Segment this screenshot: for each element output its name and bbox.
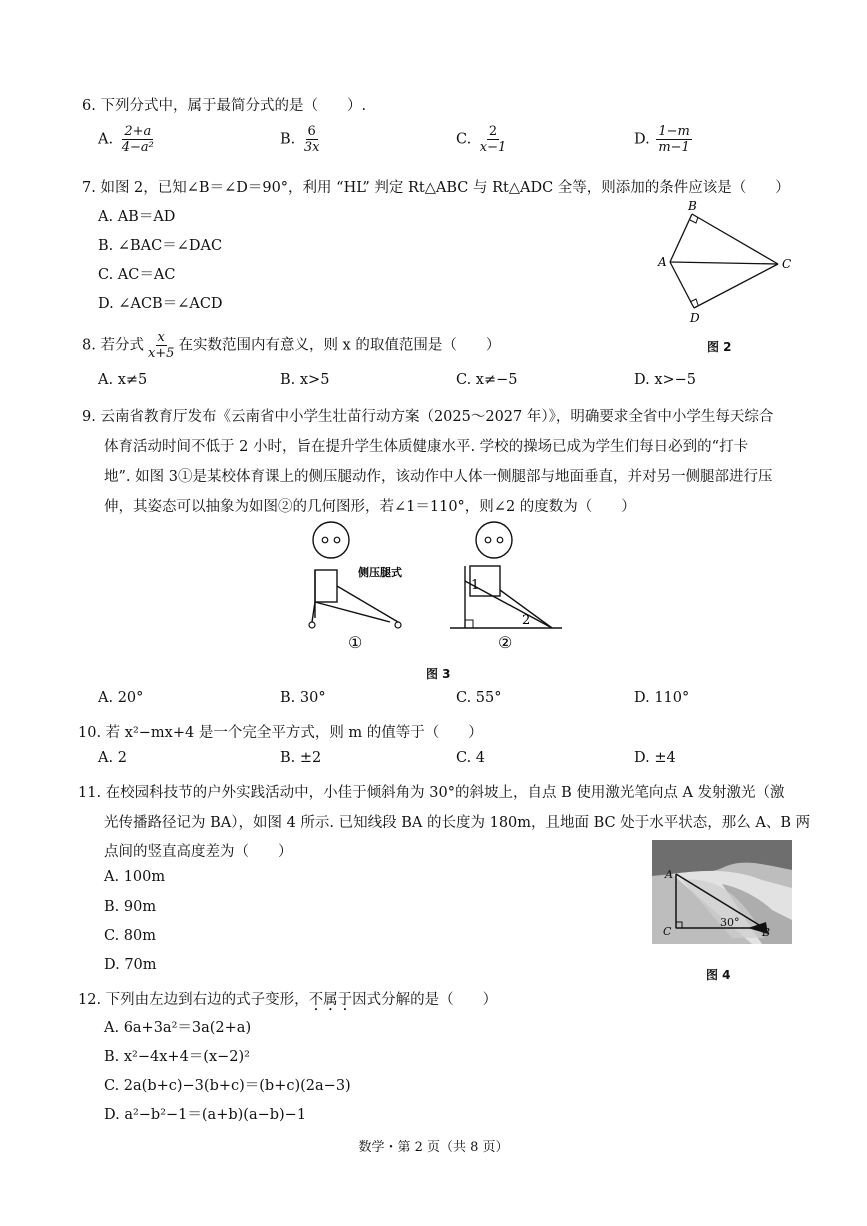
q12-emphasis: 不属于 [308, 992, 353, 1008]
q9-line-4: 伸，其姿态可以抽象为如图②的几何图形，若∠1＝110°，则∠2 的度数为（ ） [104, 499, 636, 515]
fig4-angle: 30° [720, 916, 740, 929]
q7-option-a: A. AB＝AD [98, 209, 176, 225]
q6-option-a: A. $\frac{2+a}{\text{4−a²}}$ [98, 124, 154, 155]
head-icon [313, 522, 349, 558]
page-footer: 数学・第 2 页（共 8 页） [358, 1140, 509, 1155]
q11-option-b: B. 90m [104, 899, 157, 915]
fig3-sub-2: ② [498, 633, 513, 652]
q8-option-c: C. x≠−5 [456, 372, 518, 388]
q9-option-d: D. 110° [634, 690, 690, 706]
q10-option-a: A. 2 [98, 750, 127, 766]
q9-option-a: A. 20° [98, 690, 144, 706]
q7-stem: 7. 如图 2，已知∠B＝∠D＝90°，利用 “HL” 判定 Rt△ABC 与 Rt△ADC 全等，则添加的条件应该是（ ） [82, 180, 790, 196]
fig2-label-c: C [782, 257, 792, 271]
figure-4-caption: 图 4 [706, 968, 731, 982]
q9-line-3: 地”. 如图 3①是某校体育课上的侧压腿动作，该动作中人体一侧腿部与地面垂直，并对另一侧腿部进行压 [104, 469, 773, 485]
q6-stem: 6. 下列分式中，属于最简分式的是（ ）. [82, 98, 367, 114]
q12-option-d: D. a²−b²−1＝(a+b)(a−b)−1 [104, 1107, 307, 1123]
q12-stem: 12. 下列由左边到右边的式子变形，不属于因式分解的是（ ） [78, 992, 498, 1008]
q11-line-1: 11. 在校园科技节的户外实践活动中，小佳于倾斜角为 30°的斜坡上，自点 B 使用激光笔向点 A 发射激光（激 [78, 785, 785, 801]
fig3-sub-1: ① [348, 633, 363, 652]
q8-option-a: A. x≠5 [98, 372, 148, 388]
fig3-label-pose: 侧压腿式 [358, 566, 402, 579]
q11-option-d: D. 70m [104, 957, 157, 973]
q8-stem: 8. 若分式 $\frac{x}{x+5}$ 在实数范围内有意义，则 x 的取值范围是（ ） [82, 330, 501, 361]
q6-option-b: B. $\frac{6}{3x}$ [280, 124, 320, 155]
q6-option-d: D. $\frac{1-m}{m-1}$ [634, 124, 690, 155]
figure-2-quadrilateral [650, 198, 800, 328]
q8-option-b: B. x>5 [280, 372, 330, 388]
q11-line-2: 光传播路径记为 BA），如图 4 所示. 已知线段 BA 的长度为 180m，且地面 BC 处于水平状态，那么 A、B 两 [104, 815, 811, 831]
q8-option-d: D. x>−5 [634, 372, 697, 388]
q10-option-c: C. 4 [456, 750, 486, 766]
q9-line-2: 体育活动时间不低于 2 小时，旨在提升学生体质健康水平. 学校的操场已成为学生们每日必到的“打卡 [104, 439, 749, 455]
q10-option-b: B. ±2 [280, 750, 322, 766]
q12-option-a: A. 6a+3a²＝3a(2+a) [104, 1020, 252, 1036]
fig2-label-d: D [690, 311, 700, 325]
q11-line-3: 点间的竖直高度差为（ ） [104, 844, 293, 860]
figure-3 [290, 518, 580, 658]
q7-option-b: B. ∠BAC＝∠DAC [98, 238, 223, 254]
q12-option-b: B. x²−4x+4＝(x−2)² [104, 1049, 250, 1065]
fig4-label-b: B [762, 926, 771, 939]
q11-option-a: A. 100m [104, 869, 166, 885]
q10-stem: 10. 若 x²−mx+4 是一个完全平方式，则 m 的值等于（ ） [78, 725, 483, 741]
q9-line-1: 9. 云南省教育厅发布《云南省中小学生壮苗行动方案（2025～2027 年）》，明确要求全省中小学生每天综合 [82, 409, 774, 425]
fig3-angle-1: 1 [471, 578, 480, 593]
q9-option-c: C. 55° [456, 690, 502, 706]
figure-3-caption: 图 3 [426, 667, 451, 681]
fig2-label-a: A [658, 255, 667, 269]
fig3-angle-2: 2 [522, 613, 531, 628]
q7-option-d: D. ∠ACB＝∠ACD [98, 296, 223, 312]
q6-option-c: C. $\frac{2}{x-1}$ [456, 124, 507, 155]
q11-option-c: C. 80m [104, 928, 156, 944]
q12-option-c: C. 2a(b+c)−3(b+c)＝(b+c)(2a−3) [104, 1078, 351, 1094]
fig4-label-a: A [665, 868, 673, 881]
figure-4-photo [652, 840, 792, 944]
q9-option-b: B. 30° [280, 690, 326, 706]
q7-option-c: C. AC＝AC [98, 267, 176, 283]
fig2-label-b: B [688, 199, 697, 213]
q10-option-d: D. ±4 [634, 750, 676, 766]
figure-2-caption: 图 2 [707, 340, 732, 354]
fig4-label-c: C [663, 925, 672, 938]
